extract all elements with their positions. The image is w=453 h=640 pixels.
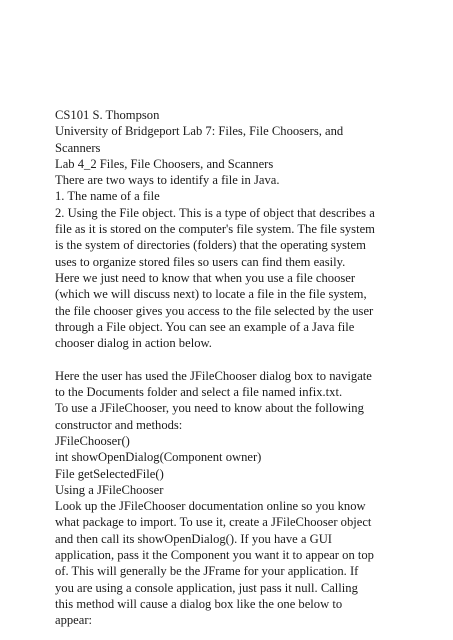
paragraph-line: of. This will generally be the JFrame for your application. If: [55, 564, 359, 579]
paragraph-line: chooser dialog in action below.: [55, 336, 212, 351]
paragraph-line: There are two ways to identify a file in Java.: [55, 173, 280, 188]
paragraph-line: constructor and methods:: [55, 417, 183, 432]
paragraph-line: Look up the JFileChooser documentation online so you know: [55, 499, 366, 514]
list-item-2: 2. Using the File object. This is a type of object that describes a: [55, 205, 375, 220]
lab-heading: Lab 4_2 Files, File Choosers, and Scanners: [55, 156, 274, 171]
blank-line: [55, 351, 445, 367]
paragraph-line: To use a JFileChooser, you need to know about the following: [55, 401, 364, 416]
paragraph-line: the file chooser gives you access to the file selected by the user: [55, 303, 374, 318]
paragraph-line: uses to organize stored files so users can find them easily.: [55, 254, 346, 269]
code-constructor: JFileChooser(): [55, 433, 130, 448]
paragraph-line: what package to import. To use it, create a JFileChooser object: [55, 515, 372, 530]
code-method: int showOpenDialog(Component owner): [55, 450, 262, 465]
paragraph-line: Here the user has used the JFileChooser dialog box to navigate: [55, 368, 372, 383]
paragraph-line: (which we will discuss next) to locate a file in the file system,: [55, 287, 367, 302]
paragraph-line: Here we just need to know that when you use a file chooser: [55, 270, 356, 285]
paragraph-line: file as it is stored on the computer's file system. The file system: [55, 222, 375, 237]
paragraph-line: this method will cause a dialog box like the one below to: [55, 596, 343, 611]
title-line: University of Bridgeport Lab 7: Files, File Choosers, and: [55, 124, 344, 139]
paragraph-line: to the Documents folder and select a file named infix.txt.: [55, 385, 343, 400]
paragraph-line: is the system of directories (folders) that the operating system: [55, 238, 366, 253]
paragraph-line: and then call its showOpenDialog(). If you have a GUI: [55, 531, 332, 546]
title-line-continued: Scanners: [55, 140, 101, 155]
code-method: File getSelectedFile(): [55, 466, 164, 481]
section-heading: Using a JFileChooser: [55, 482, 164, 497]
paragraph-line: you are using a console application, just pass it null. Calling: [55, 580, 358, 595]
header-line: CS101 S. Thompson: [55, 108, 160, 122]
paragraph-line: application, pass it the Component you want it to appear on top: [55, 548, 374, 563]
paragraph-line: appear:: [55, 613, 93, 628]
list-item-1: 1. The name of a file: [55, 189, 160, 204]
document-body: [55, 107, 445, 629]
paragraph-line: through a File object. You can see an example of a Java file: [55, 319, 355, 334]
